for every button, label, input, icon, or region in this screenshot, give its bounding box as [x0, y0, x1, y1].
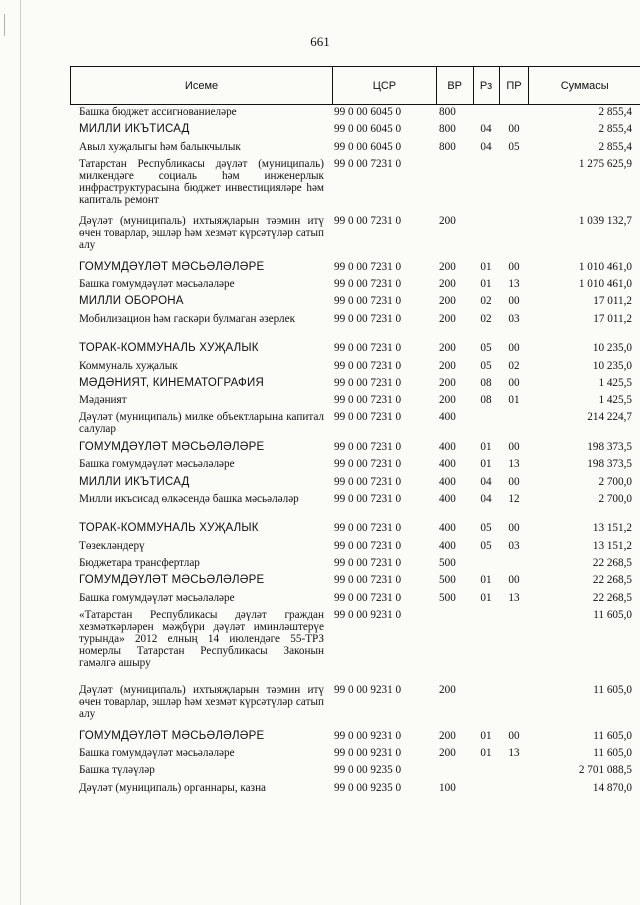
table-body [70, 105, 640, 798]
cell-name: Татарстан Республикасы дәүләт (муниципаль) милкендәге социаль һәм инженерлык инфраструктурасына бюджет инвестицияләре һәм капиталь ремонт [79, 157, 324, 206]
cell-vr: 500 [439, 591, 456, 604]
cell-pr: 00 [508, 522, 520, 535]
cell-code: 99 0 00 7231 0 [334, 591, 402, 604]
cell-sum: 2 855,4 [598, 140, 632, 153]
cell-pr [499, 683, 529, 729]
cell-name: Дәүләт (муниципаль) ихтыяҗларын тәэмин итү өчен товарлар, эшләр һәм хезмәт күрсәтүләр сатып алу [79, 215, 324, 252]
cell-rz: 05 [480, 539, 492, 552]
cell-sum: 1 010 461,0 [578, 260, 632, 273]
cell-sum: 11 605,0 [593, 608, 632, 621]
cell-pr: 13 [508, 458, 520, 471]
cell-sum: 22 268,5 [592, 591, 632, 604]
cell-vr: 200 [439, 747, 456, 760]
cell-vr: 400 [439, 440, 456, 453]
cell-sum: 10 235,0 [592, 359, 632, 372]
cell-name: Мобилизацион һәм гаскәри булмаган әзерлек [79, 312, 296, 325]
cell-name: Башка гомумдәүләт мәсьәләләре [79, 278, 235, 291]
cell-vr: 200 [439, 260, 456, 273]
cell-vr: 200 [439, 394, 456, 407]
table-row [70, 475, 640, 492]
cell-vr: 400 [439, 458, 456, 471]
cell-name: Дәүләт (муниципаль) органнары, казна [79, 781, 267, 794]
table-row [70, 539, 640, 556]
table-row [70, 591, 640, 608]
cell-code: 99 0 00 9235 0 [334, 764, 402, 777]
cell-name: ГОМУМДӘҮЛӘТ МӘСЬӘЛӘЛӘРЕ [79, 729, 265, 742]
cell-sum: 198 373,5 [587, 440, 632, 453]
cell-pr: 00 [508, 342, 520, 355]
table-row [70, 140, 640, 157]
cell-pr [499, 556, 529, 573]
cell-sum: 11 605,0 [593, 747, 632, 760]
table-row [70, 214, 640, 260]
table-row [70, 608, 640, 684]
cell-code: 99 0 00 7231 0 [334, 260, 402, 273]
cell-rz: 01 [480, 278, 492, 291]
cell-code: 99 0 00 9231 0 [334, 747, 402, 760]
scan-mark [4, 14, 5, 36]
table-row [70, 105, 640, 122]
cell-rz: 08 [480, 376, 492, 389]
cell-vr: 200 [439, 359, 456, 372]
cell-vr: 200 [439, 312, 456, 325]
cell-rz: 05 [480, 359, 492, 372]
table-row [70, 729, 640, 746]
cell-vr: 200 [439, 342, 456, 355]
cell-sum: 1 275 625,9 [578, 157, 632, 170]
table-row [70, 457, 640, 474]
cell-pr: 00 [508, 295, 520, 308]
cell-code: 99 0 00 7231 0 [334, 492, 402, 505]
cell-sum: 1 039 132,7 [578, 215, 632, 228]
cell-code: 99 0 00 7231 0 [334, 556, 402, 569]
table-row [70, 521, 640, 538]
cell-vr: 800 [439, 140, 456, 153]
cell-code: 99 0 00 9231 0 [334, 608, 402, 621]
cell-pr: 00 [508, 729, 520, 742]
cell-rz: 08 [480, 394, 492, 407]
cell-pr [499, 410, 529, 440]
cell-sum: 14 870,0 [592, 781, 632, 794]
cell-pr [499, 608, 529, 684]
cell-vr: 200 [439, 376, 456, 389]
cell-rz: 01 [480, 729, 492, 742]
cell-rz: 04 [480, 140, 492, 153]
table-row [70, 573, 640, 590]
cell-pr [499, 157, 529, 215]
cell-name: ТОРАК-КОММУНАЛЬ ХУҖАЛЫК [79, 342, 259, 355]
table-row [70, 393, 640, 410]
cell-name: ГОМУМДӘҮЛӘТ МӘСЬӘЛӘЛӘРЕ [79, 574, 265, 587]
table-row [70, 556, 640, 573]
cell-sum: 198 373,5 [587, 458, 632, 471]
cell-sum: 2 701 088,5 [578, 764, 632, 777]
cell-vr [436, 608, 473, 684]
cell-pr [499, 781, 529, 798]
cell-vr: 200 [439, 215, 456, 228]
cell-code: 99 0 00 6045 0 [334, 140, 402, 153]
cell-sum: 2 855,4 [598, 123, 632, 136]
cell-vr: 200 [439, 295, 456, 308]
cell-sum: 1 425,5 [598, 376, 632, 389]
cell-name: Милли икъсисад өлкәсендә башка мәсьәләләр [79, 492, 299, 505]
cell-sum: 13 151,2 [592, 539, 632, 552]
cell-pr: 00 [508, 260, 520, 273]
cell-code: 99 0 00 9235 0 [334, 781, 402, 794]
cell-pr: 00 [508, 376, 520, 389]
cell-sum: 2 700,0 [598, 492, 632, 505]
cell-pr: 00 [508, 574, 520, 587]
cell-rz [473, 214, 499, 260]
cell-sum: 22 268,5 [592, 574, 632, 587]
cell-rz [473, 556, 499, 573]
cell-name: Башка гомумдәүләт мәсьәләләре [79, 747, 235, 760]
cell-vr: 400 [439, 475, 456, 488]
table-row [70, 683, 640, 729]
cell-name: Коммуналь хуҗалык [79, 359, 178, 372]
cell-vr: 800 [439, 106, 456, 118]
cell-code: 99 0 00 7231 0 [334, 295, 402, 308]
cell-sum: 214 224,7 [587, 411, 632, 424]
cell-vr: 400 [439, 539, 456, 552]
page-number: 661 [310, 34, 330, 49]
table-row [70, 312, 640, 342]
cell-name: Авыл хуҗалыгы һәм балыкчылык [79, 140, 241, 153]
header-rz: Рз [473, 67, 499, 104]
cell-sum: 22 268,5 [592, 556, 632, 569]
cell-name: Башка гомумдәүләт мәсьәләләре [79, 458, 235, 471]
cell-code: 99 0 00 7231 0 [334, 278, 402, 291]
cell-pr: 12 [508, 492, 520, 505]
cell-code: 99 0 00 7231 0 [334, 394, 402, 407]
cell-vr: 400 [439, 492, 456, 505]
cell-pr: 00 [508, 475, 520, 488]
cell-sum: 2 700,0 [598, 475, 632, 488]
cell-sum: 1 425,5 [598, 394, 632, 407]
cell-code: 99 0 00 7231 0 [334, 359, 402, 372]
cell-code: 99 0 00 7231 0 [334, 312, 402, 325]
table-row [70, 410, 640, 440]
table-row [70, 157, 640, 215]
cell-rz [473, 410, 499, 440]
cell-sum: 1 010 461,0 [578, 278, 632, 291]
cell-vr: 200 [439, 684, 456, 697]
cell-name: ГОМУМДӘҮЛӘТ МӘСЬӘЛӘЛӘРЕ [79, 260, 265, 273]
table-row [70, 746, 640, 763]
cell-pr: 03 [508, 539, 520, 552]
table-row [70, 376, 640, 393]
cell-code: 99 0 00 7231 0 [334, 440, 402, 453]
cell-sum: 10 235,0 [592, 342, 632, 355]
cell-name: Башка түләүләр [79, 764, 155, 777]
cell-code: 99 0 00 7231 0 [334, 157, 402, 170]
header-pr: ПР [499, 67, 529, 104]
cell-pr: 00 [508, 123, 520, 136]
cell-rz [473, 608, 499, 684]
cell-rz: 05 [480, 342, 492, 355]
cell-name: «Татарстан Республикасы дәүләт граждан хезмәткәрләрен мәҗбүри дәүләт иминләштерүе турында» 2012 елның 14 июлендәге 55-ТРЗ номерлы Татарстан Республикасы Законын гамәлгә ашыру [79, 608, 324, 669]
cell-rz: 02 [480, 295, 492, 308]
cell-name: Төзекләндерү [79, 539, 145, 552]
cell-pr: 13 [508, 747, 520, 760]
cell-code: 99 0 00 9231 0 [334, 684, 402, 697]
cell-name: ТОРАК-КОММУНАЛЬ ХУҖАЛЫК [79, 522, 259, 535]
cell-code: 99 0 00 9231 0 [334, 729, 402, 742]
cell-rz: 01 [480, 591, 492, 604]
table-row [70, 763, 640, 780]
cell-pr [499, 763, 529, 780]
table-header [70, 66, 640, 105]
table-row [70, 277, 640, 294]
cell-code: 99 0 00 7231 0 [334, 522, 402, 535]
cell-code: 99 0 00 7231 0 [334, 215, 402, 228]
table-row [70, 260, 640, 277]
header-vr: ВР [436, 67, 473, 104]
cell-code: 99 0 00 7231 0 [334, 458, 402, 471]
cell-code: 99 0 00 6045 0 [334, 123, 402, 136]
cell-name: Бюджетара трансфертлар [79, 556, 200, 569]
table-row [70, 122, 640, 139]
cell-pr [499, 214, 529, 260]
cell-code: 99 0 00 7231 0 [334, 574, 402, 587]
cell-pr [499, 105, 529, 122]
cell-pr: 13 [508, 591, 520, 604]
cell-sum: 17 011,2 [593, 312, 632, 325]
cell-name: МИЛЛИ ИКЪТИСАД [79, 123, 190, 136]
cell-rz: 04 [480, 123, 492, 136]
header-code: ЦСР [332, 67, 436, 104]
header-sum: Суммасы [528, 67, 640, 104]
cell-pr: 03 [508, 312, 520, 325]
cell-name: Дәүләт (муниципаль) милке объектларына капитал салулар [79, 411, 324, 436]
cell-rz [473, 105, 499, 122]
table-row [70, 359, 640, 376]
cell-code: 99 0 00 7231 0 [334, 342, 402, 355]
table-row [70, 492, 640, 522]
cell-name: Дәүләт (муниципаль) ихтыяҗларын тәэмин итү өчен товарлар, эшләр һәм хезмәт күрсәтүләр сатып алу [79, 684, 324, 721]
cell-name: Башка бюджет ассигнованиеләре [79, 106, 237, 118]
cell-sum: 13 151,2 [592, 522, 632, 535]
cell-code: 99 0 00 7231 0 [334, 539, 402, 552]
cell-sum: 17 011,2 [593, 295, 632, 308]
cell-vr: 800 [439, 123, 456, 136]
cell-vr: 400 [439, 411, 456, 424]
cell-rz: 01 [480, 747, 492, 760]
cell-name: МИЛЛИ ОБОРОНА [79, 295, 184, 308]
cell-vr [436, 157, 473, 215]
cell-code: 99 0 00 7231 0 [334, 411, 402, 424]
cell-name: Мәдәният [79, 394, 127, 407]
cell-name: Башка гомумдәүләт мәсьәләләре [79, 591, 235, 604]
cell-code: 99 0 00 7231 0 [334, 475, 402, 488]
cell-vr: 400 [439, 522, 456, 535]
cell-rz: 01 [480, 574, 492, 587]
cell-pr: 00 [508, 440, 520, 453]
table-row [70, 440, 640, 457]
cell-vr: 200 [439, 729, 456, 742]
cell-name: ГОМУМДӘҮЛӘТ МӘСЬӘЛӘЛӘРЕ [79, 440, 265, 453]
cell-rz: 05 [480, 522, 492, 535]
cell-pr: 01 [508, 394, 520, 407]
cell-code: 99 0 00 7231 0 [334, 376, 402, 389]
cell-pr: 02 [508, 359, 520, 372]
budget-table [70, 66, 640, 798]
header-name: Исеме [184, 79, 219, 92]
cell-rz: 01 [480, 440, 492, 453]
cell-name: МИЛЛИ ИКЪТИСАД [79, 475, 190, 488]
cell-code: 99 0 00 6045 0 [334, 106, 402, 118]
table-row [70, 294, 640, 311]
cell-sum: 11 605,0 [593, 684, 632, 697]
cell-rz [473, 763, 499, 780]
cell-rz: 01 [480, 260, 492, 273]
cell-rz: 01 [480, 458, 492, 471]
page-margin-line [20, 0, 21, 905]
cell-vr: 200 [439, 278, 456, 291]
cell-pr: 13 [508, 278, 520, 291]
cell-vr: 500 [439, 574, 456, 587]
cell-rz [473, 781, 499, 798]
cell-name: МӘДӘНИЯТ, КИНЕМАТОГРАФИЯ [79, 376, 264, 389]
cell-sum: 2 855,4 [598, 106, 632, 118]
cell-rz: 04 [480, 492, 492, 505]
table-row [70, 781, 640, 798]
cell-sum: 11 605,0 [593, 729, 632, 742]
cell-rz [473, 157, 499, 215]
cell-rz [473, 683, 499, 729]
cell-vr: 500 [439, 556, 456, 569]
table-row [70, 341, 640, 358]
cell-vr: 100 [439, 781, 456, 794]
cell-rz: 04 [480, 475, 492, 488]
cell-vr [436, 763, 473, 780]
cell-pr: 05 [508, 140, 520, 153]
cell-rz: 02 [480, 312, 492, 325]
